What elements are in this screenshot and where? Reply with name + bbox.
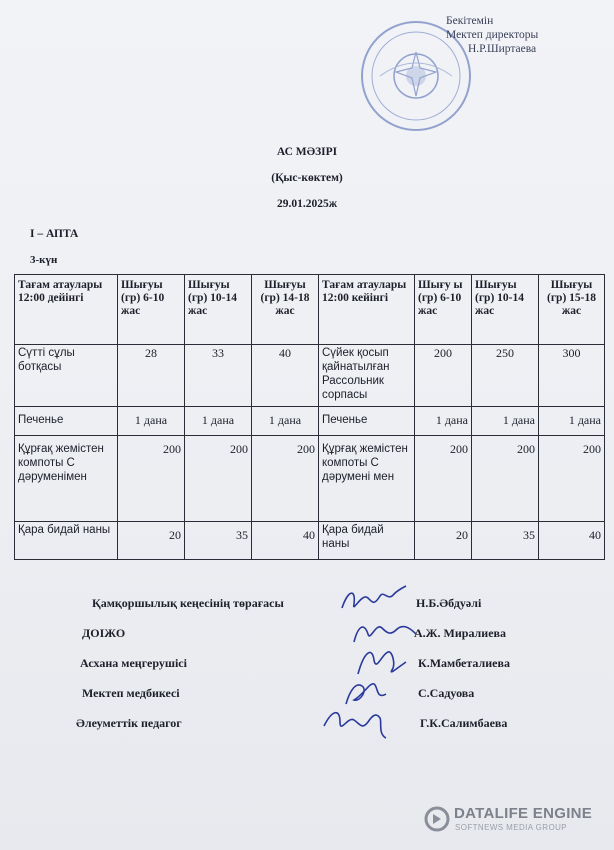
header-cell: Шығуы (гр) 6-10 жас [118,275,185,345]
table-row [15,522,605,560]
yield-cell: 1 дана [252,407,319,436]
yield-cell: 28 [118,345,185,407]
signature-person: Г.К.Салимбаева [420,716,508,730]
yield-cell: 40 [252,522,319,560]
table-row [15,345,605,407]
signature-role: Асхана меңгерушісі [80,656,187,670]
day-label: 3-күн [30,254,58,266]
signature-person: К.Мамбеталиева [418,656,510,670]
approval-title: Бекітемін [446,15,494,27]
signature-role: Мектеп медбикесі [82,686,180,700]
dish-before-cell: Печенье [15,407,118,436]
yield-cell: 250 [472,345,539,407]
signature-row [0,596,614,618]
handwritten-signature [338,584,408,618]
signature-role: Әлеуметтік педагог [76,716,182,730]
yield-cell: 1 дана [185,407,252,436]
yield-cell: 20 [415,522,472,560]
signature-person: А.Ж. Миралиева [414,626,507,640]
yield-cell: 1 дана [118,407,185,436]
signature-row [0,626,614,648]
yield-cell: 33 [185,345,252,407]
header-cell: Шығуы (гр) 10-14 жас [472,275,539,345]
yield-cell: 40 [252,345,319,407]
dish-after-cell: Сүйек қосып қайнатылған Рассольник сорпасы [319,345,415,407]
yield-cell: 300 [539,345,605,407]
table-header-row [15,275,605,345]
signature-row [0,686,614,708]
table-row [15,436,605,522]
yield-cell: 200 [118,436,185,522]
dish-before-cell: Құрғақ жемістен компоты С дәруменімен [15,436,118,522]
signature-role: Қамқоршылық кеңесінің төрағасы [92,596,284,610]
signature-person: С.Садуова [418,686,475,700]
approval-block [446,14,538,56]
yield-cell: 200 [472,436,539,522]
yield-cell: 35 [185,522,252,560]
dish-before-cell: Сүтті сұлы ботқасы [15,345,118,407]
signature-role: ДОІЖО [82,626,126,640]
yield-cell: 200 [415,436,472,522]
table-row [15,407,605,436]
watermark-title: DATALIFE ENGINE [454,805,593,822]
yield-cell: 200 [539,436,605,522]
yield-cell: 35 [472,522,539,560]
yield-cell: 40 [539,522,605,560]
dish-after-cell: Қара бидай наны [319,522,415,560]
header-cell: Шығуы (гр) 14-18 жас [252,275,319,345]
menu-table [14,274,605,560]
menu-date: 29.01.2025ж [276,198,338,210]
yield-cell: 200 [415,345,472,407]
menu-title: АС МӘЗІРІ [276,146,338,158]
datalife-logo-icon [424,806,450,832]
header-cell: Шығуы (гр) 15-18 жас [539,275,605,345]
watermark-subtitle: SOFTNEWS MEDIA GROUP [455,823,568,832]
yield-cell: 20 [118,522,185,560]
approval-director-name: Н.Р.Ширтаева [468,43,537,55]
handwritten-signature [352,644,410,680]
dish-before-cell: Қара бидай наны [15,522,118,560]
header-cell: Шығу ы (гр) 6-10 жас [415,275,472,345]
week-label: I – АПТА [30,228,79,240]
yield-cell: 1 дана [415,407,472,436]
datalife-engine-watermark [424,804,604,840]
menu-season: (Қыс-көктем) [271,172,343,184]
header-cell: Тағам атаулары 12:00 кейінгі [319,275,415,345]
yield-cell: 1 дана [539,407,605,436]
header-cell: Тағам атаулары 12:00 дейінгі [15,275,118,345]
signature-row [0,716,614,738]
dish-after-cell: Құрғақ жемістен компоты С дәрумені мен [319,436,415,522]
handwritten-signature [320,704,390,742]
signature-row [0,656,614,678]
yield-cell: 1 дана [472,407,539,436]
header-cell: Шығуы (гр) 10-14 жас [185,275,252,345]
yield-cell: 200 [252,436,319,522]
signature-person: Н.Б.Әбдуәлі [416,596,482,610]
approval-position: Мектеп директоры [446,29,539,41]
yield-cell: 200 [185,436,252,522]
dish-after-cell: Печенье [319,407,415,436]
